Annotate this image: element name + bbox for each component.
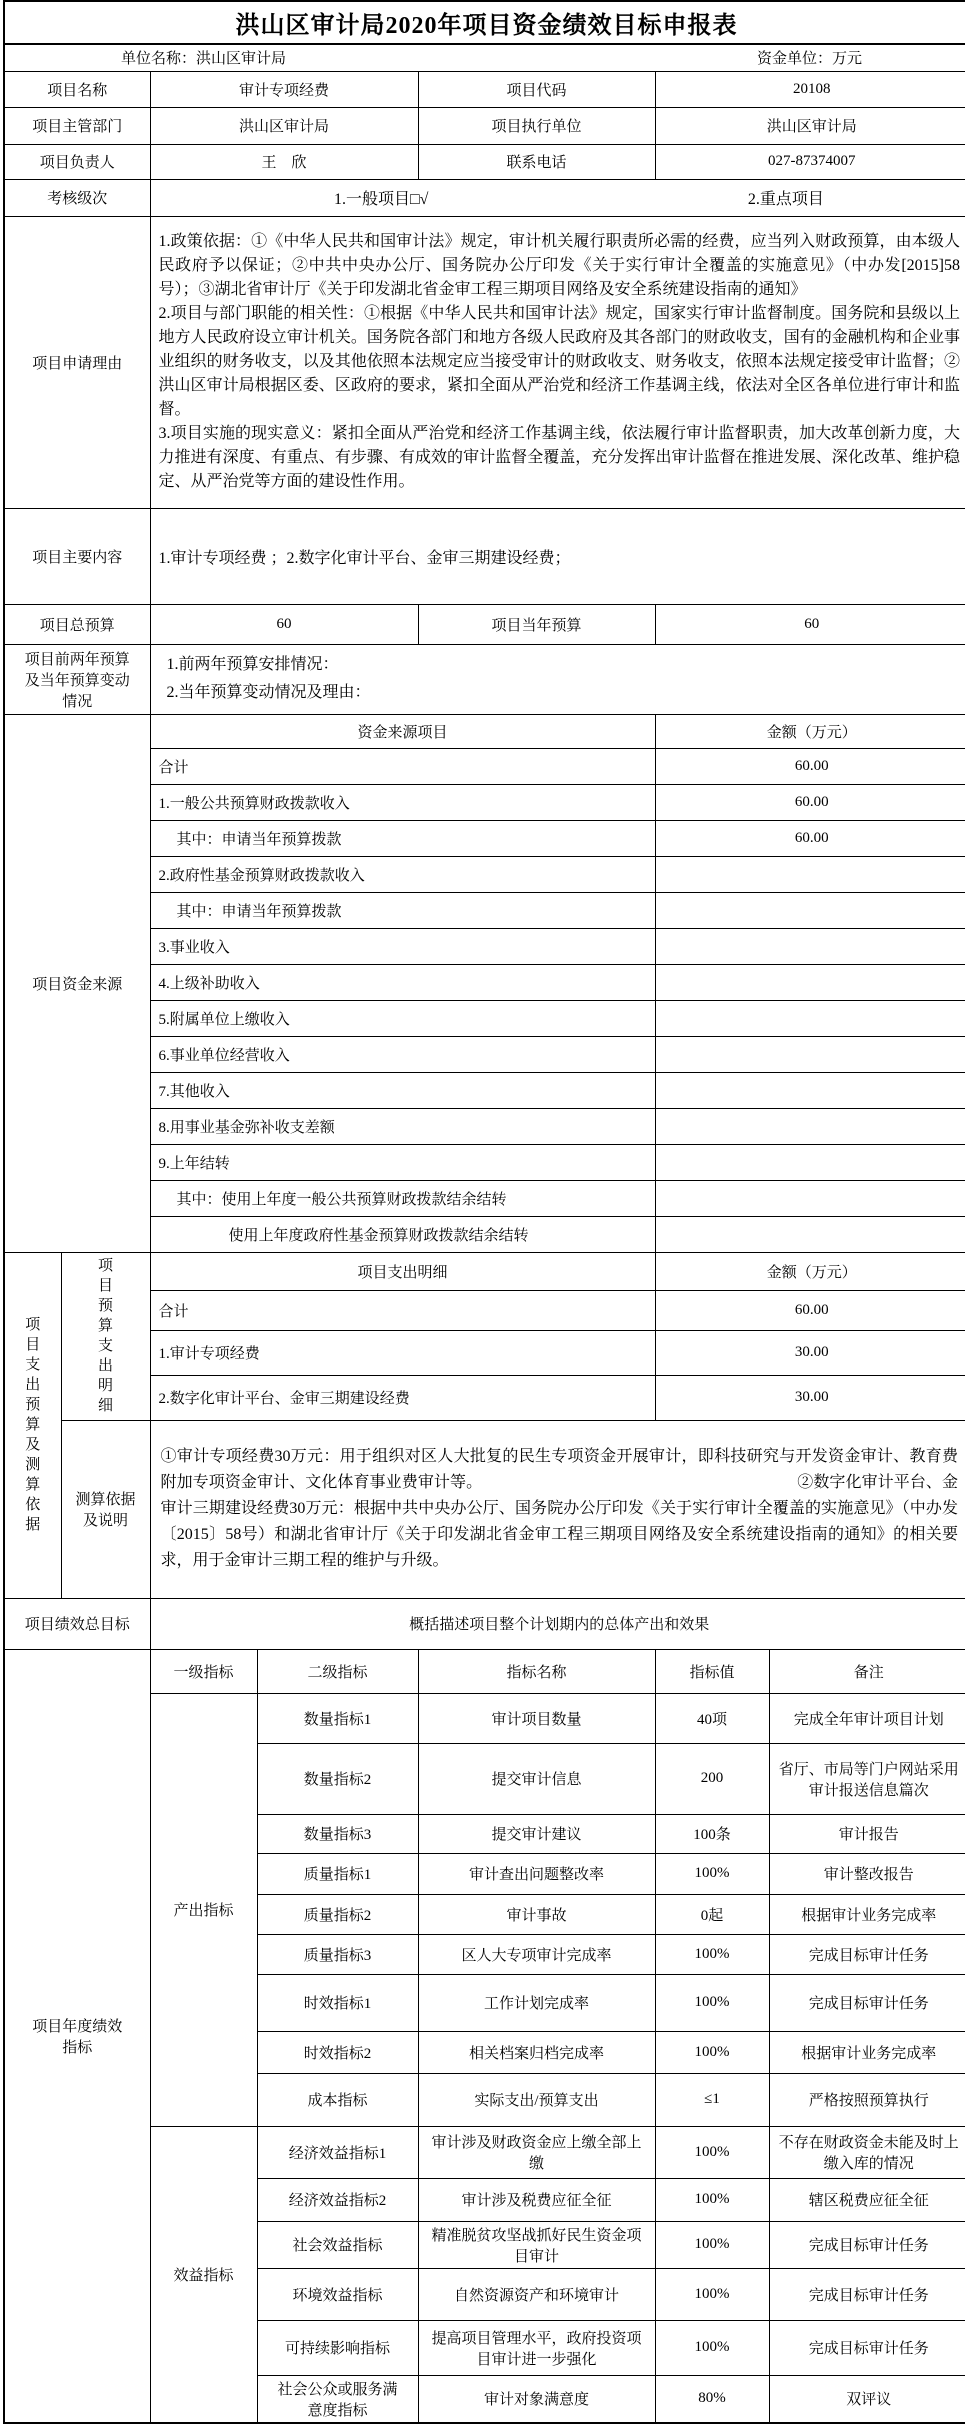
- project-code-value: 20108: [655, 71, 965, 107]
- application-reason-row: [4, 216, 965, 508]
- expenditure-item-header: 项目支出明细: [150, 1252, 655, 1290]
- indicator-note-cell: 根据审计业务完成率: [769, 1894, 965, 1934]
- funding-item-header: 资金来源项目: [150, 714, 655, 748]
- indicator-value-cell: 100%: [655, 1974, 769, 2031]
- indicator-note-cell: 完成目标审计任务: [769, 1974, 965, 2031]
- indicator-name-header: 指标名称: [418, 1649, 655, 1693]
- main-content-text: 1.审计专项经费 ；2.数字化审计平台、金审三期建设经费；: [150, 508, 965, 604]
- expenditure-item-cell: 2.数字化审计平台、金审三期建设经费: [150, 1375, 655, 1420]
- total-budget-value: 60: [150, 604, 418, 644]
- project-leader-value: 王 欣: [150, 144, 418, 179]
- project-leader-label: 项目负责人: [4, 144, 150, 179]
- prior-budget-text: [150, 644, 965, 714]
- overall-goal-label: 项目绩效总目标: [4, 1598, 150, 1649]
- funding-item-cell: 5.附属单位上缴收入: [150, 1000, 655, 1036]
- main-content-label: 项目主要内容: [4, 508, 150, 604]
- indicator-level2-cell: 可持续影响指标: [257, 2320, 418, 2375]
- prior-budget-line-2: 2.当年预算变动情况及理由：: [166, 684, 371, 701]
- funding-item-cell: 6.事业单位经营收入: [150, 1036, 655, 1072]
- unit-split: [5, 47, 965, 68]
- supervisor-dept-label: 项目主管部门: [4, 107, 150, 144]
- indicator-name-cell: 审计涉及税费应征全征: [418, 2178, 655, 2221]
- indicator-note-cell: 双评议: [769, 2375, 965, 2423]
- expenditure-detail-label: [61, 1252, 150, 1420]
- funding-item-cell: 7.其他收入: [150, 1072, 655, 1108]
- indicator-level2-cell: 质量指标3: [257, 1934, 418, 1974]
- indicator-note-cell: 不存在财政资金未能及时上缴入库的情况: [769, 2126, 965, 2178]
- executing-unit-value: 洪山区审计局: [655, 107, 965, 144]
- indicator-level2-cell: 数量指标2: [257, 1743, 418, 1814]
- expenditure-header-row: [4, 1252, 965, 1290]
- application-reason-label: 项目申请理由: [4, 216, 150, 508]
- indicator-level2-cell: 经济效益指标1: [257, 2126, 418, 2178]
- indicator-level2-header: 二级指标: [257, 1649, 418, 1693]
- funding-amount-header: 金额（万元）: [655, 714, 965, 748]
- basis-text-part-1: ①审计专项经费30万元：用于组织对区人大批复的民生专项资金开展审计，即科技研究与开发资金审计、教育费附加专项资金审计、文化体育事业费审计等。: [160, 1448, 959, 1491]
- indicator-value-cell: 100%: [655, 2126, 769, 2178]
- indicator-level2-cell: 质量指标2: [257, 1894, 418, 1934]
- indicator-note-cell: 根据审计业务完成率: [769, 2031, 965, 2073]
- indicator-note-cell: 完成目标审计任务: [769, 2320, 965, 2375]
- assessment-options: [155, 186, 965, 209]
- expenditure-item-cell: 1.审计专项经费: [150, 1330, 655, 1375]
- expenditure-item-cell: 合计: [150, 1290, 655, 1330]
- funding-amount-cell: 60.00: [655, 748, 965, 784]
- application-reason-text: [150, 216, 965, 508]
- benefit-indicator-group-label: 效益指标: [150, 2126, 257, 2423]
- funding-item-cell: 3.事业收入: [150, 928, 655, 964]
- indicator-name-cell: 自然资源资产和环境审计: [418, 2268, 655, 2320]
- indicator-value-cell: 100%: [655, 1934, 769, 1974]
- prior-budget-label: 项目前两年预算及当年预算变动情况: [4, 644, 150, 714]
- expenditure-section-label-text: 项目支出预算及测算依据: [25, 1317, 41, 1533]
- reason-paragraph-3: 3.项目实施的现实意义：紧扣全面从严治党和经济工作基调主线，依法履行审计监督职责，加大改革创新力度，大力推进有深度、有重点、有步骤、有成效的审计监督全覆盖，充分发挥出审计监督在推进发展、深化改革、维护稳定、从严治党等方面的建设性作用。: [158, 425, 961, 490]
- funding-item-cell: 其中：使用上年度一般公共预算财政拨款结余结转: [150, 1180, 655, 1216]
- indicator-name-cell: 审计事故: [418, 1894, 655, 1934]
- funding-item-cell: 9.上年结转: [150, 1144, 655, 1180]
- indicator-value-cell: 100%: [655, 2031, 769, 2073]
- calculation-basis-label: 测算依据及说明: [61, 1420, 150, 1598]
- project-code-label: 项目代码: [418, 71, 655, 107]
- funding-item-cell: 8.用事业基金弥补收支差额: [150, 1108, 655, 1144]
- indicator-name-cell: 审计项目数量: [418, 1693, 655, 1743]
- unit-name-label: 单位名称：洪山区审计局: [121, 51, 287, 68]
- indicator-name-cell: 相关档案归档完成率: [418, 2031, 655, 2073]
- indicator-level2-cell: 社会效益指标: [257, 2221, 418, 2268]
- indicator-value-cell: 0起: [655, 1894, 769, 1934]
- funding-item-cell: 4.上级补助收入: [150, 964, 655, 1000]
- performance-target-form: [3, 0, 965, 2424]
- indicator-name-cell: 提交审计信息: [418, 1743, 655, 1814]
- funding-item-cell: 合计: [150, 748, 655, 784]
- basis-paragraph: [161, 1444, 959, 1574]
- funding-amount-cell: [655, 1036, 965, 1072]
- current-year-budget-label: 项目当年预算: [418, 604, 655, 644]
- indicator-name-cell: 实际支出/预算支出: [418, 2073, 655, 2126]
- indicator-value-cell: 40项: [655, 1693, 769, 1743]
- basic-row-1: [4, 71, 965, 107]
- indicator-value-cell: 100%: [655, 2320, 769, 2375]
- indicator-note-cell: 完成目标审计任务: [769, 2268, 965, 2320]
- funding-source-label: 项目资金来源: [4, 714, 150, 1252]
- indicator-level2-cell: 经济效益指标2: [257, 2178, 418, 2221]
- indicator-name-cell: 提高项目管理水平，政府投资项目审计进一步强化: [418, 2320, 655, 2375]
- indicator-note-cell: 省厅、市局等门户网站采用审计报送信息篇次: [769, 1743, 965, 1814]
- funding-amount-cell: [655, 1072, 965, 1108]
- indicator-level2-cell: 时效指标2: [257, 2031, 418, 2073]
- contact-phone-value: 027-87374007: [655, 144, 965, 179]
- indicator-level2-cell: 环境效益指标: [257, 2268, 418, 2320]
- funding-amount-cell: [655, 1180, 965, 1216]
- indicator-level2-cell: 成本指标: [257, 2073, 418, 2126]
- main-content-row: [4, 508, 965, 604]
- prior-budget-row: [4, 644, 965, 714]
- currency-unit-label: 资金单位：万元: [757, 51, 863, 68]
- project-name-label: 项目名称: [4, 71, 150, 107]
- reason-paragraph-1: 1.政策依据：①《中华人民共和国审计法》规定，审计机关履行职责所必需的经费，应当列入财政预算，由本级人民政府予以保证；②中共中央办公厅、国务院办公厅印发《关于实行审计全覆盖的实施意见》（中办发[2015]58号）；③湖北省审计厅《关于印发湖北省金审工程三期项目网络及安全系统建设指南的通知》: [158, 233, 961, 298]
- expenditure-amount-cell: 30.00: [655, 1375, 965, 1420]
- indicator-level1-header: 一级指标: [150, 1649, 257, 1693]
- contact-phone-label: 联系电话: [418, 144, 655, 179]
- funding-item-cell: 2.政府性基金预算财政拨款收入: [150, 856, 655, 892]
- funding-amount-cell: [655, 964, 965, 1000]
- indicator-note-cell: 审计报告: [769, 1814, 965, 1853]
- funding-amount-cell: [655, 1108, 965, 1144]
- annual-indicators-label: 项目年度绩效指标: [4, 1649, 150, 2423]
- indicator-name-cell: 提交审计建议: [418, 1814, 655, 1853]
- assessment-option-general: 1.一般项目□√: [333, 191, 429, 208]
- indicator-value-cell: 100%: [655, 1853, 769, 1894]
- title-row: [4, 1, 965, 44]
- funding-amount-cell: [655, 1216, 965, 1252]
- funding-amount-cell: [655, 856, 965, 892]
- indicator-name-cell: 区人大专项审计完成率: [418, 1934, 655, 1974]
- total-budget-label: 项目总预算: [4, 604, 150, 644]
- indicator-note-cell: 严格按照预算执行: [769, 2073, 965, 2126]
- funding-amount-cell: [655, 892, 965, 928]
- basic-row-3: [4, 144, 965, 179]
- budget-row: [4, 604, 965, 644]
- funding-amount-cell: [655, 928, 965, 964]
- indicator-value-cell: 100%: [655, 2268, 769, 2320]
- indicator-level2-cell: 数量指标3: [257, 1814, 418, 1853]
- funding-amount-cell: [655, 1144, 965, 1180]
- reason-paragraph-2: 2.项目与部门职能的相关性：①根据《中华人民共和国审计法》规定，国家实行审计监督制度。国务院和县级以上地方人民政府设立审计机关。国务院各部门和地方各级人民政府及其各部门的财政收支，国有的金融机构和企业事业组织的财务收支，以及其他依照本法规定应当接受审计的财政收支、财务收支，依照本法规定接受审计监督；②洪山区审计局根据区委、区政府的要求，紧扣全面从严治党和经济工作基调主线，依法对全区各单位进行审计和监督。: [158, 305, 961, 418]
- assessment-options-cell: [150, 179, 965, 216]
- funding-header-row: [4, 714, 965, 748]
- indicator-level2-cell: 质量指标1: [257, 1853, 418, 1894]
- assessment-option-key: 2.重点项目: [747, 191, 824, 208]
- overall-goal-row: [4, 1598, 965, 1649]
- page-title: 洪山区审计局2020年项目资金绩效目标申报表: [4, 1, 965, 44]
- funding-item-cell: 1.一般公共预算财政拨款收入: [150, 784, 655, 820]
- basis-text-part-2: ②数字化审计平台、金审计三期建设经费30万元：根据中共中央办公厅、国务院办公厅印发《关于实行审计全覆盖的实施意见》（中办发〔2015〕58号）和湖北省审计厅《关于印发湖北省金审工程三期项目网络及安全系统建设指南的通知》的相关要求，用于金审计三期工程的维护与升级。: [160, 1474, 959, 1569]
- project-name-value: 审计专项经费: [150, 71, 418, 107]
- expenditure-amount-header: 金额（万元）: [655, 1252, 965, 1290]
- indicator-level2-cell: 数量指标1: [257, 1693, 418, 1743]
- current-year-budget-value: 60: [655, 604, 965, 644]
- funding-amount-cell: 60.00: [655, 784, 965, 820]
- prior-budget-line-1: 1.前两年预算安排情况：: [166, 656, 339, 673]
- indicator-value-cell: ≤1: [655, 2073, 769, 2126]
- indicator-level2-cell: 时效指标1: [257, 1974, 418, 2031]
- indicator-value-cell: 100%: [655, 2178, 769, 2221]
- indicator-name-cell: 精准脱贫攻坚战抓好民生资金项目审计: [418, 2221, 655, 2268]
- calculation-basis-text: [150, 1420, 965, 1598]
- supervisor-dept-value: 洪山区审计局: [150, 107, 418, 144]
- executing-unit-label: 项目执行单位: [418, 107, 655, 144]
- indicator-value-cell: 200: [655, 1743, 769, 1814]
- indicator-note-cell: 辖区税费应征全征: [769, 2178, 965, 2221]
- calculation-basis-row: [4, 1420, 965, 1598]
- assessment-row: [4, 179, 965, 216]
- basic-row-2: [4, 107, 965, 144]
- funding-item-cell: 其中：申请当年预算拨款: [150, 892, 655, 928]
- unit-cell: [4, 44, 965, 71]
- indicator-note-cell: 完成全年审计项目计划: [769, 1693, 965, 1743]
- indicator-name-cell: 审计涉及财政资金应上缴全部上缴: [418, 2126, 655, 2178]
- overall-goal-text: 概括描述项目整个计划期内的总体产出和效果: [150, 1598, 965, 1649]
- indicator-note-header: 备注: [769, 1649, 965, 1693]
- expenditure-amount-cell: 60.00: [655, 1290, 965, 1330]
- unit-row: [4, 44, 965, 71]
- funding-amount-cell: [655, 1000, 965, 1036]
- indicator-value-cell: 100%: [655, 2221, 769, 2268]
- indicator-header-row: [4, 1649, 965, 1693]
- funding-item-cell: 使用上年度政府性基金预算财政拨款结余结转: [150, 1216, 655, 1252]
- funding-item-cell: 其中：申请当年预算拨款: [150, 820, 655, 856]
- indicator-note-cell: 审计整改报告: [769, 1853, 965, 1894]
- expenditure-section-label: [4, 1252, 61, 1598]
- indicator-value-cell: 100条: [655, 1814, 769, 1853]
- indicator-level2-cell: 社会公众或服务满意度指标: [257, 2375, 418, 2423]
- indicator-value-cell: 80%: [655, 2375, 769, 2423]
- expenditure-amount-cell: 30.00: [655, 1330, 965, 1375]
- indicator-note-cell: 完成目标审计任务: [769, 1934, 965, 1974]
- indicator-value-header: 指标值: [655, 1649, 769, 1693]
- indicator-name-cell: 工作计划完成率: [418, 1974, 655, 2031]
- funding-amount-cell: 60.00: [655, 820, 965, 856]
- indicator-note-cell: 完成目标审计任务: [769, 2221, 965, 2268]
- indicator-name-cell: 审计对象满意度: [418, 2375, 655, 2423]
- expenditure-detail-label-text: 项目预算支出明细: [97, 1258, 113, 1414]
- output-indicator-group-label: 产出指标: [150, 1693, 257, 2126]
- assessment-level-label: 考核级次: [4, 179, 150, 216]
- indicator-name-cell: 审计查出问题整改率: [418, 1853, 655, 1894]
